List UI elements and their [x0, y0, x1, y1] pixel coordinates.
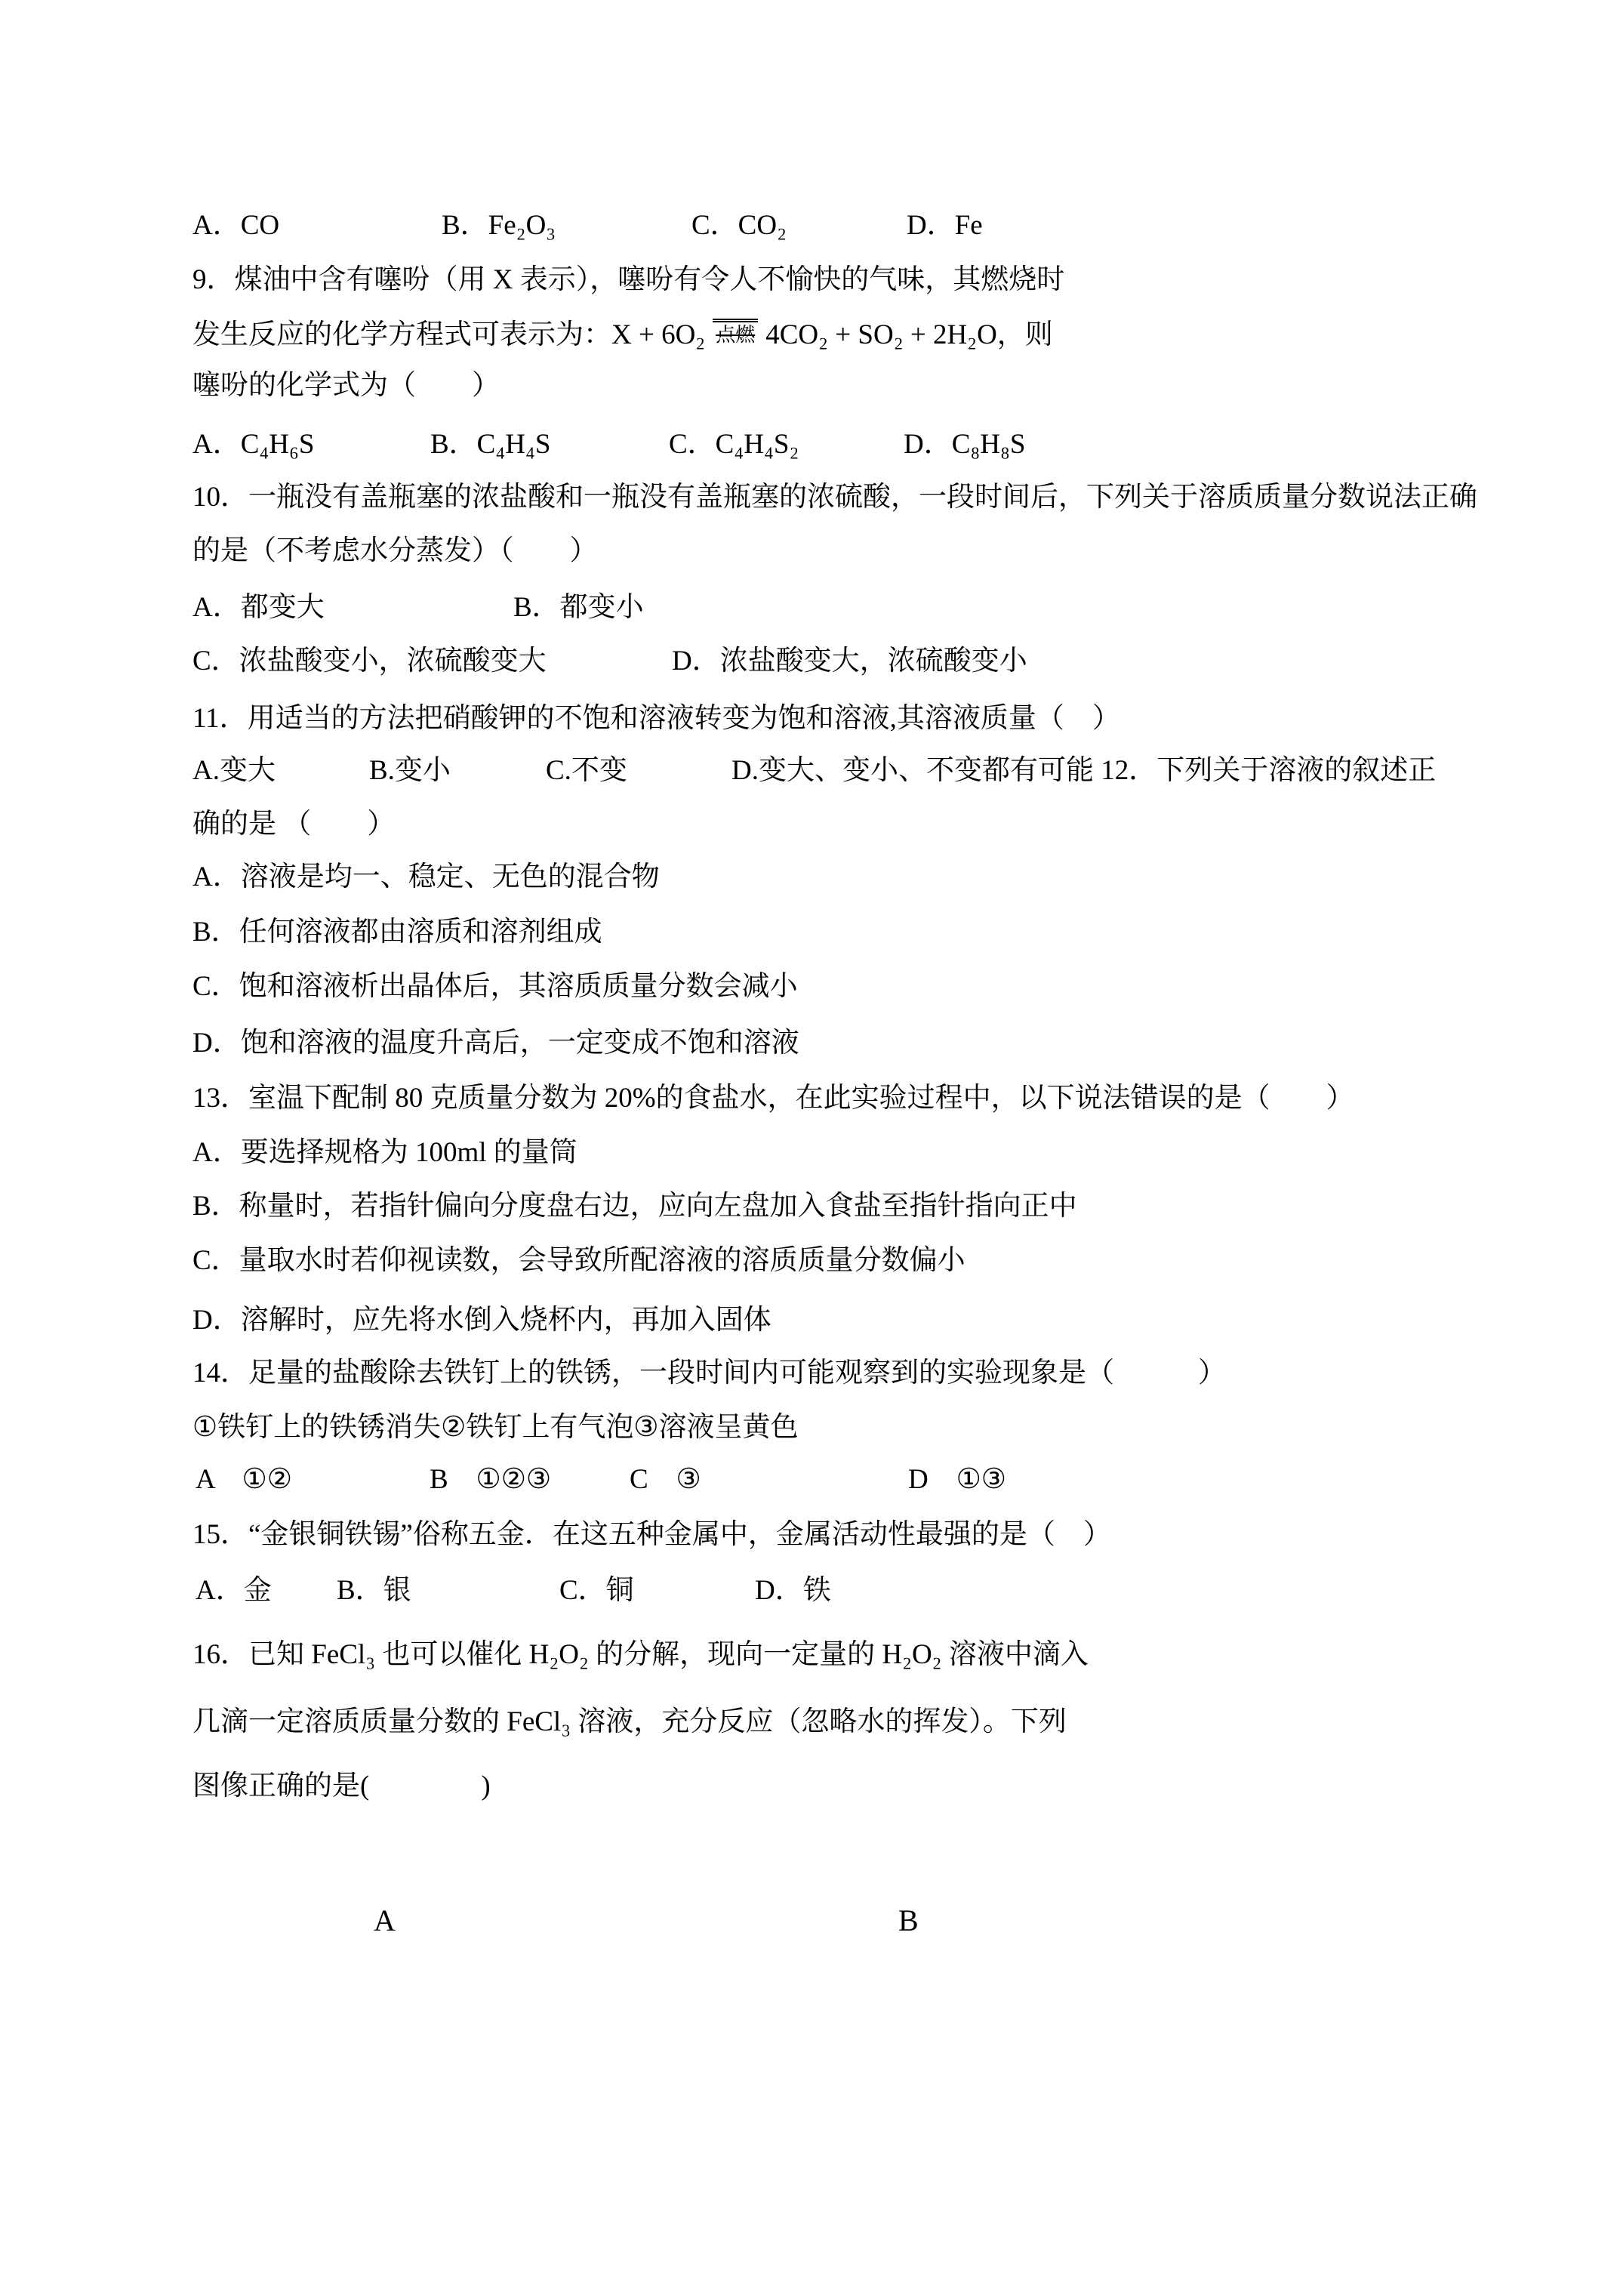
q14-option-a: A ①②	[196, 1464, 293, 1495]
q12-option-a: A．溶液是均一、稳定、无色的混合物	[192, 861, 660, 892]
q13-option-c: C．量取水时若仰视读数，会导致所配溶液的溶质质量分数偏小	[192, 1245, 965, 1276]
q14-option-c: C ③	[630, 1464, 701, 1495]
q8-option-a: A．CO	[192, 210, 280, 241]
q15-option-a: A．金	[196, 1575, 272, 1606]
q8-option-c: C．CO₂	[691, 210, 787, 241]
q8-option-d: D．Fe	[907, 210, 983, 241]
q12-stem-line2: 确的是 （ ）	[192, 809, 396, 840]
q10-option-b: B．都变小	[513, 592, 644, 623]
q9-equation-suffix: 4CO₂ + SO₂ + 2H₂O，则	[765, 319, 1053, 350]
q12-option-c: C．饱和溶液析出晶体后，其溶质质量分数会减小	[192, 971, 798, 1002]
q9-option-b: B．C₄H₄S	[430, 429, 551, 460]
q16-graph-label-a: A	[374, 1903, 396, 1937]
q10-option-a: A．都变大	[192, 592, 325, 623]
q9-equation-line	[192, 316, 1053, 354]
q10-option-d: D．浓盐酸变大，浓硫酸变小	[672, 646, 1027, 676]
q9-option-d: D．C₈H₈S	[904, 429, 1026, 460]
q9-combustion-condition: 点燃	[713, 319, 758, 347]
q9-stem-line1: 9．煤油中含有噻吩（用 X 表示），噻吩有令人不愉快的气味，其燃烧时	[192, 264, 1065, 295]
q8-option-b: B．Fe₂O₃	[442, 210, 556, 241]
q13-option-a: A．要选择规格为 100ml 的量筒	[192, 1137, 577, 1168]
q12-option-b: B．任何溶液都由溶质和溶剂组成	[192, 917, 602, 948]
q16-stem-line3: 图像正确的是( )	[192, 1771, 491, 1801]
q16-graph-label-b: B	[898, 1903, 919, 1937]
q13-stem: 13．室温下配制 80 克质量分数为 20%的食盐水，在此实验过程中，以下说法错误的是（ ）	[192, 1083, 1354, 1114]
q11-option-d-q12-start: D.变大、变小、不变都有可能 12．下列关于溶液的叙述正	[731, 755, 1437, 786]
q9-option-c: C．C₄H₄S₂	[669, 429, 799, 460]
q9-equation-prefix: 发生反应的化学方程式可表示为：X + 6O₂	[192, 319, 706, 350]
q15-option-d: D．铁	[755, 1575, 831, 1606]
q14-option-d: D ①③	[908, 1464, 1007, 1495]
q9-option-a: A．C₄H₆S	[192, 429, 315, 460]
q10-stem-line1: 10．一瓶没有盖瓶塞的浓盐酸和一瓶没有盖瓶塞的浓硫酸，一段时间后，下列关于溶质质量分数说法正确	[192, 482, 1477, 513]
q15-option-c: C．铜	[559, 1575, 634, 1606]
q10-option-c: C．浓盐酸变小，浓硫酸变大	[192, 646, 547, 676]
q10-stem-line2: 的是（不考虑水分蒸发）（ ）	[192, 535, 598, 566]
q15-option-b: B．银	[337, 1575, 411, 1606]
q12-option-d: D．饱和溶液的温度升高后，一定变成不饱和溶液	[192, 1028, 799, 1059]
q14-option-b: B ①②③	[430, 1464, 552, 1495]
q14-stem-line1: 14．足量的盐酸除去铁钉上的铁锈，一段时间内可能观察到的实验现象是（ ）	[192, 1358, 1226, 1388]
q11-stem: 11．用适当的方法把硝酸钾的不饱和溶液转变为饱和溶液,其溶液质量（ ）	[192, 703, 1120, 734]
q16-stem-line1: 16．已知 FeCl₃ 也可以催化 H₂O₂ 的分解，现向一定量的 H₂O₂ 溶液中滴入	[192, 1639, 1089, 1670]
q13-option-d: D．溶解时，应先将水倒入烧杯内，再加入固体	[192, 1305, 771, 1336]
q16-stem-line2: 几滴一定溶质质量分数的 FeCl₃ 溶液，充分反应（忽略水的挥发）。下列	[192, 1706, 1067, 1737]
q11-option-b: B.变小	[369, 755, 451, 786]
q15-stem: 15．“金银铜铁锡”俗称五金．在这五种金属中，金属活动性最强的是（ ）	[192, 1519, 1111, 1550]
q9-stem-line3: 噻吩的化学式为（ ）	[192, 370, 500, 401]
q13-option-b: B．称量时，若指针偏向分度盘右边，应向左盘加入食盐至指针指向正中	[192, 1191, 1077, 1222]
q11-option-a: A.变大	[192, 755, 276, 786]
q14-stem-line2: ①铁钉上的铁锈消失②铁钉上有气泡③溶液呈黄色	[192, 1412, 799, 1443]
q11-option-c: C.不变	[546, 755, 627, 786]
